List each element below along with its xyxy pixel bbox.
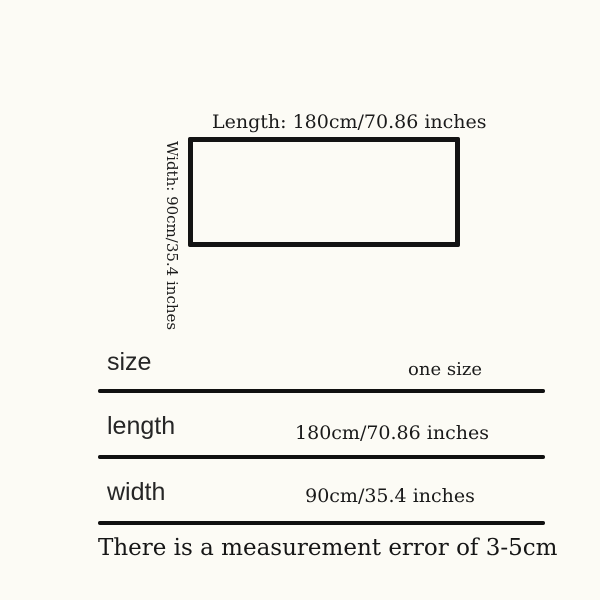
row-value-width: 90cm/35.4 inches: [305, 485, 475, 507]
row-value-length: 180cm/70.86 inches: [295, 422, 489, 444]
measurement-note: There is a measurement error of 3-5cm: [98, 535, 558, 561]
width-dimension-label: Width: 90cm/35.4 inches: [163, 141, 181, 331]
table-divider: [98, 521, 545, 525]
row-label-width: width: [107, 478, 166, 506]
table-divider: [98, 389, 545, 393]
length-dimension-label: Length: 180cm/70.86 inches: [212, 111, 487, 133]
row-label-size: size: [107, 348, 152, 376]
table-divider: [98, 455, 545, 459]
row-value-size: one size: [408, 359, 482, 380]
product-outline-rectangle: [188, 137, 460, 247]
row-label-length: length: [107, 412, 176, 440]
